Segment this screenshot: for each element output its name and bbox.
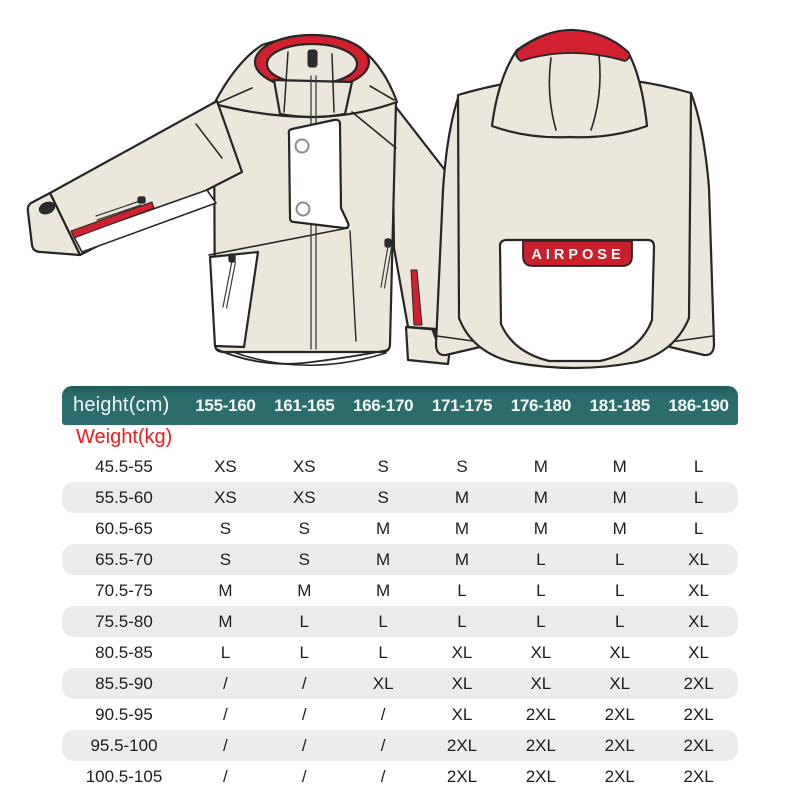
back-jacket-illustration xyxy=(436,30,714,368)
table-row xyxy=(62,699,738,730)
airpose-back-label: AIRPOSE xyxy=(531,247,625,263)
size-cell: M xyxy=(612,518,627,538)
size-cell: M xyxy=(533,456,548,476)
size-cell: 2XL xyxy=(604,704,635,724)
size-chart-header xyxy=(62,386,738,425)
size-cell: XL xyxy=(688,611,709,631)
size-cell: XL xyxy=(451,704,473,724)
size-cell: M xyxy=(376,549,391,569)
size-cell: / xyxy=(301,704,307,724)
table-row xyxy=(62,451,738,482)
size-cell: / xyxy=(223,766,228,786)
size-rows xyxy=(62,451,738,792)
size-cell: / xyxy=(223,673,228,693)
back-hood xyxy=(492,30,647,137)
height-column-header: 161-165 xyxy=(274,395,335,415)
size-cell: M xyxy=(533,487,548,507)
size-cell: XS xyxy=(214,456,237,476)
size-cell: 2XL xyxy=(525,735,556,755)
height-column-header: 186-190 xyxy=(668,395,729,415)
table-row xyxy=(62,606,738,637)
jacket-illustration-svg xyxy=(0,0,800,386)
size-cell: S xyxy=(298,549,310,569)
height-column-header: 155-160 xyxy=(195,395,256,415)
size-cell: L xyxy=(693,456,704,476)
size-cell: M xyxy=(376,580,391,600)
weight-range-cell: 60.5-65 xyxy=(95,518,153,538)
size-cell: S xyxy=(219,549,232,569)
size-cell: S xyxy=(456,456,468,476)
size-cell: 2XL xyxy=(683,704,714,724)
size-cell: 2XL xyxy=(683,673,714,693)
size-cell: XS xyxy=(292,487,316,507)
weight-range-cell: 70.5-75 xyxy=(95,580,153,600)
size-cell: S xyxy=(377,487,389,507)
size-cell: S xyxy=(298,518,310,538)
size-cell: 2XL xyxy=(604,735,635,755)
table-row xyxy=(62,761,738,792)
size-cell: L xyxy=(299,611,309,631)
size-cell: M xyxy=(454,487,470,507)
table-row xyxy=(62,637,738,668)
height-column-header: 166-170 xyxy=(352,395,414,415)
weight-unit-label: Weight(kg) xyxy=(76,426,173,448)
snap-button xyxy=(297,203,310,216)
size-cell: L xyxy=(457,611,467,631)
size-cell: XS xyxy=(292,456,316,476)
size-cell: / xyxy=(223,704,228,724)
size-cell: / xyxy=(301,735,307,755)
size-cell: M xyxy=(376,518,391,538)
size-cell: M xyxy=(218,580,233,600)
size-cell: L xyxy=(457,580,467,600)
table-row xyxy=(62,513,738,544)
size-cell: 2XL xyxy=(525,704,556,724)
size-cell: M xyxy=(454,518,470,538)
size-cell: XS xyxy=(214,487,237,507)
size-cell: XL xyxy=(688,642,709,662)
size-cell: S xyxy=(219,518,232,538)
size-cell: L xyxy=(536,580,546,600)
height-column-header: 176-180 xyxy=(510,395,571,415)
table-row xyxy=(62,668,738,699)
weight-range-cell: 90.5-95 xyxy=(95,704,153,724)
size-cell: XL xyxy=(688,549,709,569)
weight-range-cell: 80.5-85 xyxy=(95,642,153,662)
size-cell: 2XL xyxy=(683,735,714,755)
weight-range-cell: 45.5-55 xyxy=(95,456,153,476)
size-cell: XL xyxy=(451,642,473,662)
size-cell: L xyxy=(693,487,704,507)
front-extended-arm xyxy=(28,101,242,255)
size-cell: L xyxy=(614,611,625,631)
size-cell: XL xyxy=(451,673,473,693)
size-cell: / xyxy=(301,673,307,693)
size-cell: L xyxy=(614,580,625,600)
size-cell: 2XL xyxy=(604,766,635,786)
size-cell: XL xyxy=(372,673,394,693)
size-cell: / xyxy=(380,735,386,755)
size-cell: M xyxy=(454,549,470,569)
weight-range-cell: 75.5-80 xyxy=(95,611,153,631)
size-cell: 2XL xyxy=(683,766,714,786)
size-cell: L xyxy=(536,611,546,631)
size-cell: XL xyxy=(530,673,552,693)
size-chart xyxy=(62,386,738,792)
front-jacket-illustration xyxy=(28,35,457,365)
size-cell: / xyxy=(380,766,386,786)
size-cell: M xyxy=(533,518,548,538)
chest-flap xyxy=(289,120,349,228)
size-cell: / xyxy=(380,704,386,724)
weight-range-cell: 65.5-70 xyxy=(95,549,153,569)
size-cell: XL xyxy=(609,642,631,662)
size-cell: 2XL xyxy=(525,766,556,786)
size-cell: L xyxy=(299,642,309,662)
size-cell: XL xyxy=(609,673,631,693)
size-cell: M xyxy=(612,487,627,507)
weight-range-cell: 100.5-105 xyxy=(85,766,163,786)
size-cell: L xyxy=(378,642,388,662)
size-cell: S xyxy=(377,456,389,476)
size-cell: XL xyxy=(688,580,709,600)
height-header-label: height(cm) xyxy=(73,394,170,416)
table-row xyxy=(62,482,738,513)
size-cell: L xyxy=(536,549,546,569)
size-cell: L xyxy=(693,518,704,538)
table-row xyxy=(62,575,738,606)
height-column-header: 181-185 xyxy=(589,395,650,415)
height-column-header: 171-175 xyxy=(431,395,493,415)
size-cell: L xyxy=(614,549,625,569)
airpose-badge xyxy=(523,241,632,266)
size-cell: XL xyxy=(530,642,552,662)
size-cell: M xyxy=(297,580,312,600)
product-image xyxy=(0,0,800,386)
size-cell: M xyxy=(612,456,627,476)
weight-range-cell: 85.5-90 xyxy=(95,673,153,693)
size-cell: 2XL xyxy=(446,735,478,755)
size-cell: L xyxy=(378,611,388,631)
table-row xyxy=(62,730,738,761)
size-cell: L xyxy=(220,642,231,662)
snap-button xyxy=(296,140,309,153)
weight-range-cell: 55.5-60 xyxy=(95,487,153,507)
size-cell: / xyxy=(301,766,307,786)
table-row xyxy=(62,544,738,575)
size-cell: 2XL xyxy=(446,766,478,786)
weight-range-cell: 95.5-100 xyxy=(90,735,158,755)
size-cell: M xyxy=(218,611,233,631)
size-cell: / xyxy=(223,735,228,755)
